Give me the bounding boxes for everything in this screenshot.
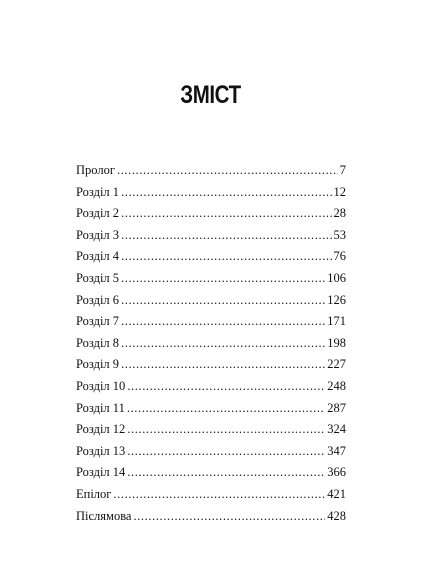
- toc-entry-page: 198: [327, 335, 346, 350]
- toc-entry-label: Розділ 8: [76, 335, 120, 350]
- toc-entry-label: Розділ 5: [76, 270, 120, 285]
- toc-entry-page: 12: [333, 184, 346, 199]
- dot-leader: [121, 206, 331, 221]
- toc-entry: [76, 163, 346, 185]
- toc-entry-page: 287: [327, 400, 346, 415]
- toc-entry: [76, 465, 346, 487]
- toc-entry-label: Розділ 13: [76, 443, 126, 458]
- dot-leader: [121, 293, 325, 308]
- toc-entry: [76, 444, 346, 466]
- toc-entry-label: Розділ 12: [76, 422, 126, 437]
- dot-leader: [127, 422, 325, 437]
- toc-entry-label: Розділ 6: [76, 292, 120, 307]
- toc-entry-label: Розділ 14: [76, 465, 126, 480]
- toc-entry-page: 421: [327, 486, 346, 501]
- dot-leader: [121, 336, 325, 351]
- dot-leader: [113, 487, 325, 502]
- toc-entry-page: 53: [333, 227, 346, 242]
- toc-entry: [76, 185, 346, 207]
- toc-entry: [76, 357, 346, 379]
- toc-entry: [76, 401, 346, 423]
- toc-entry-page: 28: [333, 206, 346, 221]
- toc-entry: [76, 509, 346, 531]
- toc-entry-label: Розділ 4: [76, 249, 120, 264]
- toc-entry-label: Розділ 1: [76, 184, 120, 199]
- dot-leader: [121, 228, 331, 243]
- dot-leader: [127, 444, 325, 459]
- toc-entry: [76, 249, 346, 271]
- toc-entry-label: Розділ 7: [76, 314, 120, 329]
- toc-entry-page: 7: [339, 163, 346, 177]
- dot-leader: [133, 509, 325, 524]
- table-of-contents: [76, 163, 346, 530]
- toc-entry: [76, 293, 346, 315]
- dot-leader: [127, 379, 325, 394]
- toc-entry-label: Епілог: [76, 486, 112, 501]
- toc-entry-label: Пролог: [76, 163, 115, 177]
- toc-entry-label: Післямова: [76, 508, 132, 523]
- toc-entry-page: 76: [333, 249, 346, 264]
- toc-entry: [76, 487, 346, 509]
- toc-entry-label: Розділ 9: [76, 357, 120, 372]
- toc-entry: [76, 228, 346, 250]
- toc-entry-page: 324: [327, 422, 346, 437]
- toc-entry-page: 227: [327, 357, 346, 372]
- dot-leader: [121, 314, 325, 329]
- toc-entry: [76, 379, 346, 401]
- toc-entry-page: 126: [327, 292, 346, 307]
- toc-entry: [76, 314, 346, 336]
- dot-leader: [121, 357, 325, 372]
- toc-entry-page: 248: [327, 378, 346, 393]
- page-title: ЗМІСТ: [180, 81, 241, 109]
- dot-leader: [121, 271, 325, 286]
- dot-leader: [127, 401, 325, 416]
- toc-entry-label: Розділ 11: [76, 400, 125, 415]
- toc-entry-label: Розділ 3: [76, 227, 120, 242]
- toc-entry-label: Розділ 2: [76, 206, 120, 221]
- dot-leader: [127, 465, 325, 480]
- toc-entry-page: 428: [327, 508, 346, 523]
- toc-entry-label: Розділ 10: [76, 378, 126, 393]
- dot-leader: [121, 249, 331, 264]
- toc-entry-page: 366: [327, 465, 346, 480]
- toc-entry: [76, 336, 346, 358]
- toc-entry: [76, 271, 346, 293]
- toc-entry-page: 171: [327, 314, 346, 329]
- toc-entry: [76, 206, 346, 228]
- toc-entry-page: 106: [327, 270, 346, 285]
- toc-entry-page: 347: [327, 443, 346, 458]
- dot-leader: [117, 163, 338, 178]
- toc-entry: [76, 422, 346, 444]
- dot-leader: [121, 185, 331, 200]
